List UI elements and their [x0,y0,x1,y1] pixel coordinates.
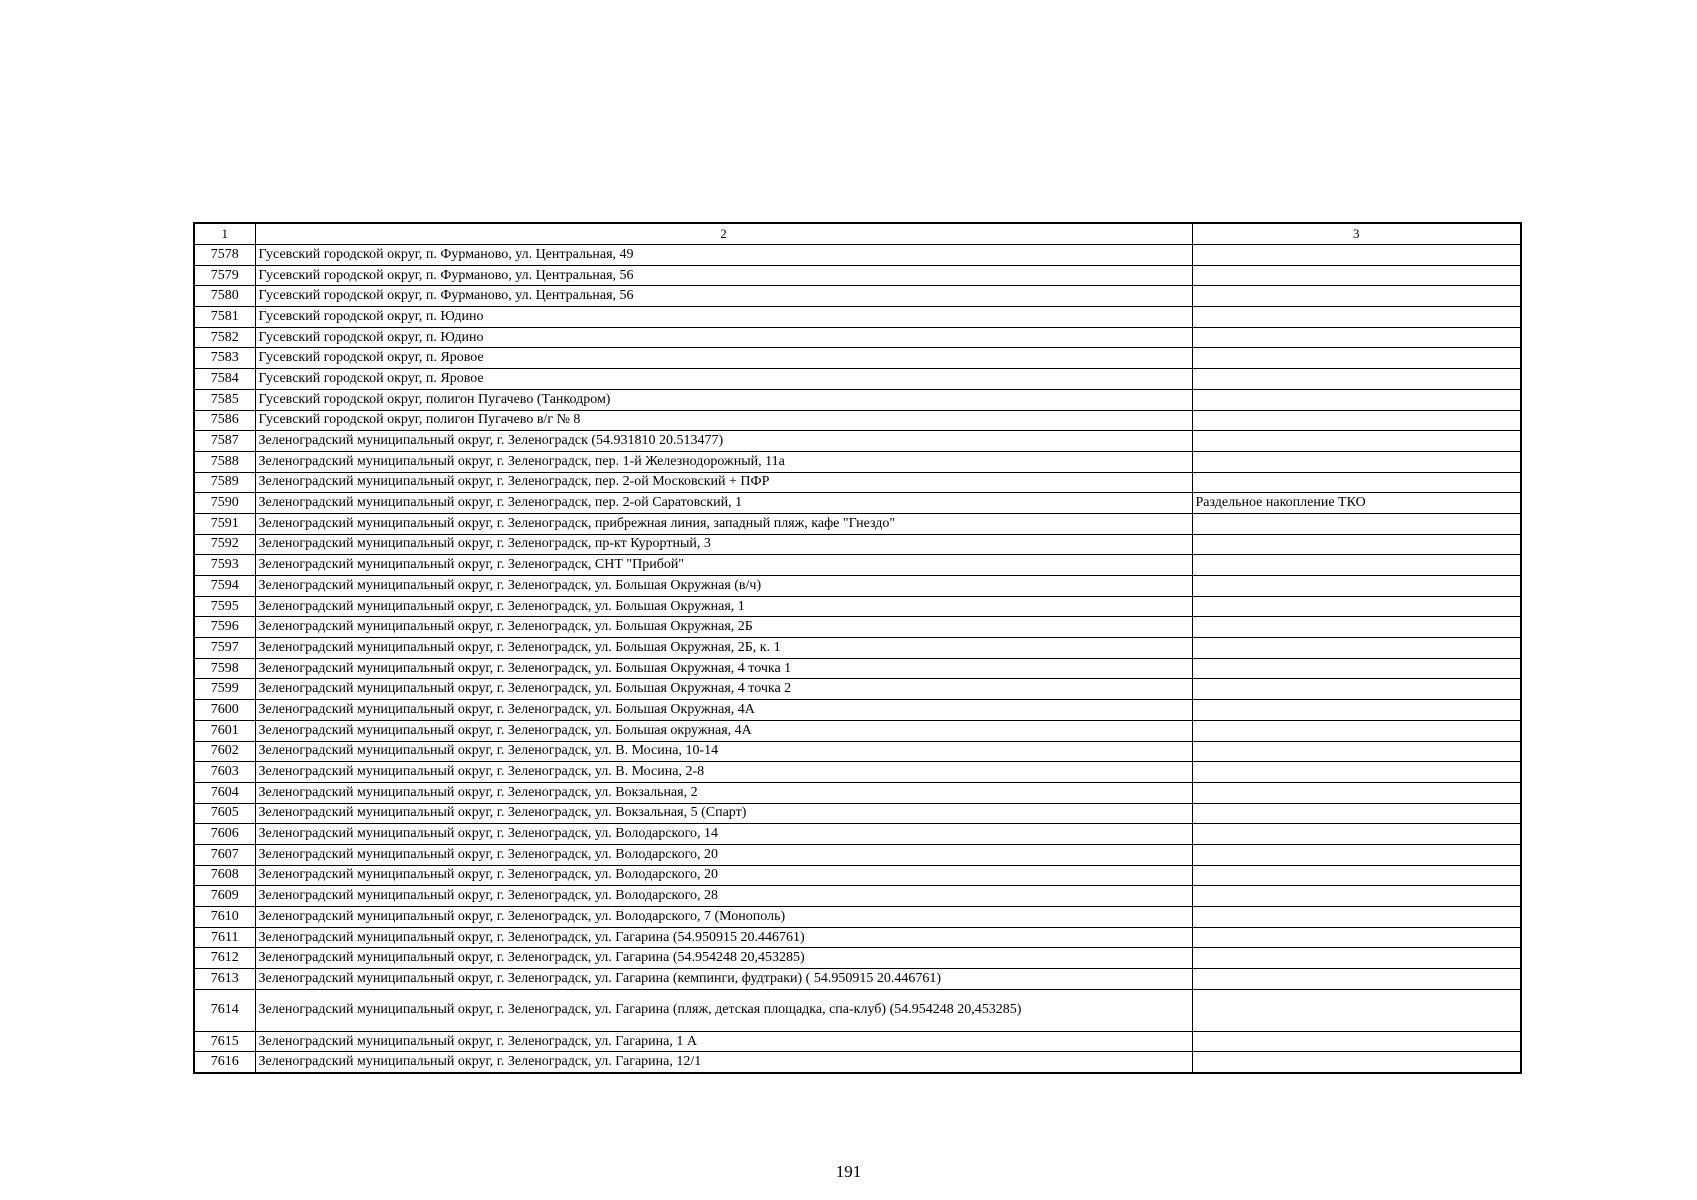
note-cell [1192,989,1521,1031]
row-number-cell: 7589 [194,472,255,493]
address-cell: Гусевский городской округ, полигон Пугачево в/г № 8 [255,410,1192,431]
note-cell [1192,762,1521,783]
note-cell [1192,596,1521,617]
note-cell [1192,369,1521,390]
row-number-cell: 7598 [194,658,255,679]
row-number-cell: 7610 [194,907,255,928]
address-cell: Гусевский городской округ, п. Яровое [255,348,1192,369]
table-row [194,617,1521,638]
note-cell [1192,431,1521,452]
table-row [194,265,1521,286]
note-cell [1192,451,1521,472]
row-number-cell: 7604 [194,782,255,803]
row-number-cell: 7585 [194,389,255,410]
row-number-cell: 7609 [194,886,255,907]
table-row [194,803,1521,824]
row-number-cell: 7608 [194,865,255,886]
note-cell [1192,327,1521,348]
table-row [194,513,1521,534]
address-cell: Зеленоградский муниципальный округ, г. Зеленоградск, прибрежная линия, западный пляж, кафе "Гнездо" [255,513,1192,534]
table-row [194,679,1521,700]
row-number-cell: 7584 [194,369,255,390]
address-cell: Зеленоградский муниципальный округ, г. Зеленоградск, ул. Гагарина, 12/1 [255,1052,1192,1073]
note-cell [1192,617,1521,638]
table-row [194,389,1521,410]
address-cell: Зеленоградский муниципальный округ, г. Зеленоградск, СНТ "Прибой" [255,555,1192,576]
address-cell: Зеленоградский муниципальный округ, г. Зеленоградск, ул. Большая Окружная, 4А [255,700,1192,721]
address-cell: Гусевский городской округ, п. Юдино [255,327,1192,348]
address-cell: Зеленоградский муниципальный округ, г. Зеленоградск (54.931810 20.513477) [255,431,1192,452]
table-row [194,286,1521,307]
address-cell: Гусевский городской округ, п. Фурманово, ул. Центральная, 49 [255,245,1192,266]
table-row [194,451,1521,472]
row-number-cell: 7606 [194,824,255,845]
address-cell: Зеленоградский муниципальный округ, г. Зеленоградск, ул. В. Мосина, 2-8 [255,762,1192,783]
note-cell [1192,948,1521,969]
note-cell [1192,865,1521,886]
table-row [194,555,1521,576]
row-number-cell: 7601 [194,720,255,741]
note-cell [1192,576,1521,597]
row-number-cell: 7605 [194,803,255,824]
row-number-cell: 7597 [194,638,255,659]
note-cell [1192,741,1521,762]
address-cell: Зеленоградский муниципальный округ, г. Зеленоградск, ул. Гагарина (пляж, детская площадка, спа-клуб) (54.954248 20,453285) [255,989,1192,1031]
note-cell [1192,534,1521,555]
table-row [194,472,1521,493]
row-number-cell: 7600 [194,700,255,721]
row-number-cell: 7611 [194,927,255,948]
note-cell [1192,1052,1521,1073]
address-cell: Зеленоградский муниципальный округ, г. Зеленоградск, пер. 2-ой Московский + ПФР [255,472,1192,493]
table-row [194,948,1521,969]
address-cell: Зеленоградский муниципальный округ, г. Зеленоградск, ул. Гагарина (54.954248 20,453285) [255,948,1192,969]
note-cell [1192,286,1521,307]
header-cell-3: 3 [1192,223,1521,245]
address-cell: Зеленоградский муниципальный округ, г. Зеленоградск, ул. Большая Окружная, 4 точка 2 [255,679,1192,700]
table-row [194,534,1521,555]
address-cell: Зеленоградский муниципальный округ, г. Зеленоградск, пр-кт Курортный, 3 [255,534,1192,555]
note-cell [1192,555,1521,576]
address-cell: Гусевский городской округ, п. Юдино [255,307,1192,328]
row-number-cell: 7578 [194,245,255,266]
address-cell: Зеленоградский муниципальный округ, г. Зеленоградск, ул. Гагарина (54.950915 20.446761) [255,927,1192,948]
address-cell: Зеленоградский муниципальный округ, г. Зеленоградск, ул. Большая Окружная, 2Б [255,617,1192,638]
note-cell [1192,927,1521,948]
address-cell: Зеленоградский муниципальный округ, г. Зеленоградск, ул. Большая окружная, 4А [255,720,1192,741]
address-cell: Зеленоградский муниципальный округ, г. Зеленоградск, пер. 2-ой Саратовский, 1 [255,493,1192,514]
address-cell: Зеленоградский муниципальный округ, г. Зеленоградск, ул. Большая Окружная, 2Б, к. 1 [255,638,1192,659]
row-number-cell: 7591 [194,513,255,534]
table-row [194,969,1521,990]
address-cell: Зеленоградский муниципальный округ, г. Зеленоградск, ул. Володарского, 14 [255,824,1192,845]
row-number-cell: 7581 [194,307,255,328]
note-cell [1192,265,1521,286]
row-number-cell: 7587 [194,431,255,452]
note-cell [1192,410,1521,431]
table-row [194,369,1521,390]
table-row [194,927,1521,948]
table-row [194,700,1521,721]
row-number-cell: 7579 [194,265,255,286]
address-cell: Гусевский городской округ, п. Фурманово, ул. Центральная, 56 [255,265,1192,286]
table-row [194,865,1521,886]
address-cell: Зеленоградский муниципальный округ, г. Зеленоградск, ул. Гагарина, 1 А [255,1031,1192,1052]
header-cell-1: 1 [194,223,255,245]
note-cell [1192,969,1521,990]
note-cell [1192,700,1521,721]
table-row [194,782,1521,803]
table-row [194,245,1521,266]
note-cell [1192,638,1521,659]
address-cell: Гусевский городской округ, п. Фурманово, ул. Центральная, 56 [255,286,1192,307]
header-cell-2: 2 [255,223,1192,245]
row-number-cell: 7603 [194,762,255,783]
note-cell [1192,472,1521,493]
table-row [194,638,1521,659]
table-row [194,410,1521,431]
note-cell [1192,886,1521,907]
row-number-cell: 7586 [194,410,255,431]
table-row [194,576,1521,597]
note-cell [1192,513,1521,534]
row-number-cell: 7580 [194,286,255,307]
address-cell: Зеленоградский муниципальный округ, г. Зеленоградск, ул. Вокзальная, 2 [255,782,1192,803]
note-cell [1192,803,1521,824]
address-cell: Зеленоградский муниципальный округ, г. Зеленоградск, ул. Вокзальная, 5 (Спарт) [255,803,1192,824]
page-number: 191 [835,1162,862,1181]
table-row [194,824,1521,845]
row-number-cell: 7595 [194,596,255,617]
table-row [194,493,1521,514]
row-number-cell: 7615 [194,1031,255,1052]
row-number-cell: 7596 [194,617,255,638]
note-cell [1192,389,1521,410]
row-number-cell: 7594 [194,576,255,597]
row-number-cell: 7612 [194,948,255,969]
row-number-cell: 7583 [194,348,255,369]
row-number-cell: 7599 [194,679,255,700]
table-row [194,886,1521,907]
table-row [194,741,1521,762]
table-header-row [194,223,1521,245]
note-cell [1192,307,1521,328]
address-cell: Зеленоградский муниципальный округ, г. Зеленоградск, ул. Володарского, 20 [255,865,1192,886]
note-cell [1192,1031,1521,1052]
address-cell: Зеленоградский муниципальный округ, г. Зеленоградск, пер. 1-й Железнодорожный, 11а [255,451,1192,472]
table-row [194,431,1521,452]
table-row [194,327,1521,348]
row-number-cell: 7593 [194,555,255,576]
note-cell [1192,782,1521,803]
note-cell: Раздельное накопление ТКО [1192,493,1521,514]
table-row [194,596,1521,617]
note-cell [1192,348,1521,369]
table-row [194,1031,1521,1052]
table-body [194,223,1521,1073]
table-row [194,348,1521,369]
address-cell: Гусевский городской округ, полигон Пугачево (Танкодром) [255,389,1192,410]
row-number-cell: 7613 [194,969,255,990]
note-cell [1192,658,1521,679]
note-cell [1192,844,1521,865]
table-row [194,658,1521,679]
address-cell: Зеленоградский муниципальный округ, г. Зеленоградск, ул. Гагарина (кемпинги, фудтраки) ( 54.950915 20.446761) [255,969,1192,990]
table-row [194,762,1521,783]
row-number-cell: 7588 [194,451,255,472]
note-cell [1192,679,1521,700]
address-cell: Зеленоградский муниципальный округ, г. Зеленоградск, ул. Володарского, 20 [255,844,1192,865]
note-cell [1192,245,1521,266]
row-number-cell: 7582 [194,327,255,348]
address-cell: Зеленоградский муниципальный округ, г. Зеленоградск, ул. В. Мосина, 10-14 [255,741,1192,762]
table-row [194,989,1521,1031]
note-cell [1192,824,1521,845]
address-cell: Зеленоградский муниципальный округ, г. Зеленоградск, ул. Володарского, 28 [255,886,1192,907]
row-number-cell: 7607 [194,844,255,865]
row-number-cell: 7592 [194,534,255,555]
address-cell: Зеленоградский муниципальный округ, г. Зеленоградск, ул. Большая Окружная, 1 [255,596,1192,617]
row-number-cell: 7614 [194,989,255,1031]
table-row [194,907,1521,928]
row-number-cell: 7590 [194,493,255,514]
table-row [194,1052,1521,1073]
address-cell: Гусевский городской округ, п. Яровое [255,369,1192,390]
row-number-cell: 7616 [194,1052,255,1073]
note-cell [1192,720,1521,741]
row-number-cell: 7602 [194,741,255,762]
address-cell: Зеленоградский муниципальный округ, г. Зеленоградск, ул. Большая Окружная, 4 точка 1 [255,658,1192,679]
table-row [194,844,1521,865]
address-cell: Зеленоградский муниципальный округ, г. Зеленоградск, ул. Володарского, 7 (Монополь) [255,907,1192,928]
address-cell: Зеленоградский муниципальный округ, г. Зеленоградск, ул. Большая Окружная (в/ч) [255,576,1192,597]
table-row [194,307,1521,328]
note-cell [1192,907,1521,928]
table-row [194,720,1521,741]
data-table [193,222,1522,1074]
